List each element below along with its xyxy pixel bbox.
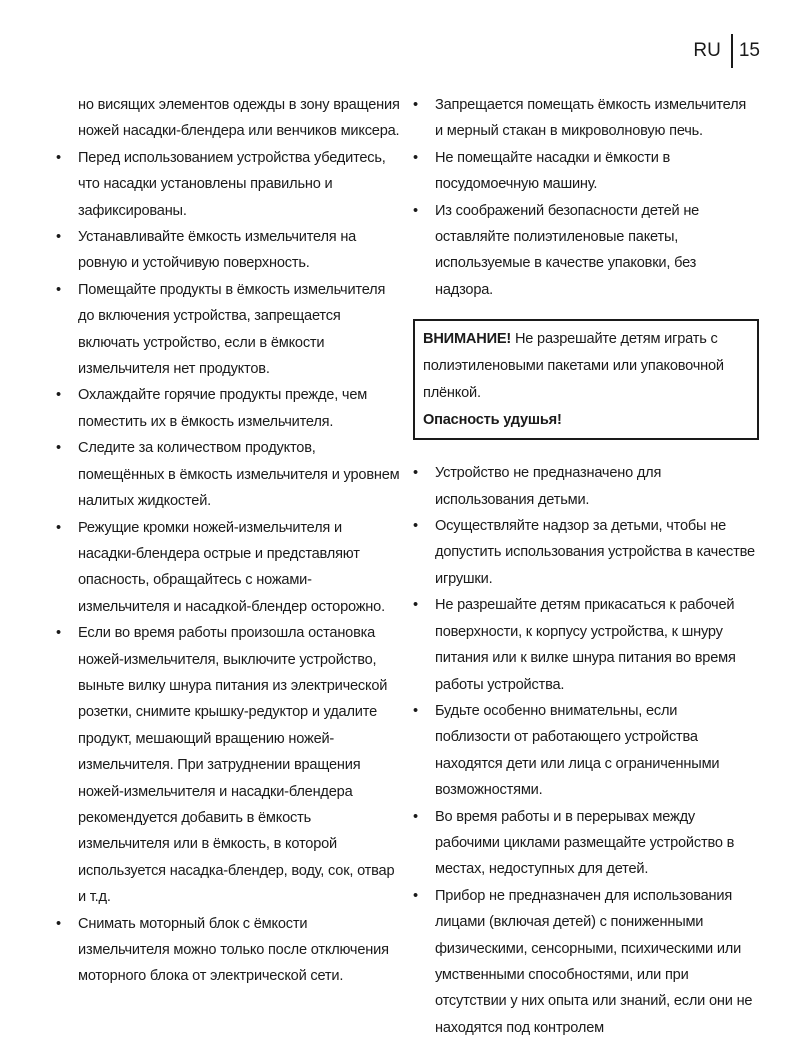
- warning-box: [413, 319, 759, 440]
- list-item-text: Осуществляйте надзор за детьми, чтобы не допустить использования устройства в качестве игрушки.: [435, 518, 755, 587]
- list-item: [66, 92, 400, 145]
- list-item: [56, 277, 400, 383]
- list-item-text: Помещайте продукты в ёмкость измельчителя до включения устройства, запрещается включать устройство, если в ёмкости измельчителя нет продуктов.: [78, 281, 386, 378]
- list-item: [56, 382, 400, 435]
- bullet-icon: •: [56, 915, 61, 932]
- list-item-text: Если во время работы произошла остановка ножей-измельчителя, выключите устройство, выньте вилку шнура питания из электрической розетки, снимите крышку-редуктор и удалите продукт, мешающий вращению ножей-измельчителя. При затруднении вращения ножей-измельчителя и насадки-блендера рекомендуется добавить в ёмкость измельчителя или в ёмкость, в которой используется насадка-блендер, воду, сок, отвар и т.д.: [78, 625, 395, 906]
- list-item-text: Из соображений безопасности детей не оставляйте полиэтиленовые пакеты, используемые в качестве упаковки, без надзора.: [435, 202, 700, 298]
- list-item-text: Охлаждайте горячие продукты прежде, чем поместить их в ёмкость измельчителя.: [78, 387, 368, 430]
- list-item: [413, 198, 755, 304]
- warning-emphasis: Опасность удушья!: [423, 412, 562, 429]
- bullet-icon: •: [56, 281, 61, 298]
- warning-text: Не разрешайте детям играть с полиэтиленовыми пакетами или упаковочной плёнкой.: [423, 331, 724, 402]
- list-item: [413, 513, 755, 592]
- bullet-icon: •: [413, 887, 418, 904]
- list-item-text: Будьте особенно внимательны, если поблизости от работающего устройства находятся дети или лица с ограниченными возможностями.: [435, 702, 720, 799]
- list-item: [413, 92, 755, 145]
- list-item: [56, 911, 400, 990]
- list-item: [413, 460, 755, 513]
- warning-label: ВНИМАНИЕ!: [423, 331, 512, 348]
- bullet-icon: •: [413, 702, 418, 719]
- list-item-text: но висящих элементов одежды в зону вращения ножей насадки-блендера или венчиков миксера.: [78, 97, 400, 140]
- bullet-icon: •: [56, 519, 61, 536]
- list-item: [56, 620, 400, 910]
- language-code: RU: [693, 40, 721, 61]
- left-column: [56, 92, 400, 990]
- bullet-icon: •: [56, 625, 61, 642]
- list-item-text: Не разрешайте детям прикасаться к рабочей поверхности, к корпусу устройства, к шнуру питания или к вилке шнура питания во время работы устройства.: [435, 597, 736, 693]
- bullet-icon: •: [413, 97, 418, 113]
- bullet-icon: •: [56, 149, 61, 166]
- list-item-text: Прибор не предназначен для использования лицами (включая детей) с пониженными физическими, сенсорными, психическими или умственными способностями, или при отсутствии у них опыта или знаний, если они не находятся под контролем: [435, 887, 753, 1036]
- list-item-text: Следите за количеством продуктов, помещённых в ёмкость измельчителя и уровнем налитых жидкостей.: [78, 440, 400, 510]
- list-item: [413, 592, 755, 698]
- list-item-text: Во время работы и в перерывах между рабочими циклами размещайте устройство в местах, недоступных для детей.: [435, 808, 735, 878]
- list-item-text: Устанавливайте ёмкость измельчителя на ровную и устойчивую поверхность.: [78, 229, 357, 272]
- bullet-icon: •: [413, 597, 418, 614]
- bullet-icon: •: [56, 440, 61, 457]
- page-header: [693, 34, 760, 68]
- list-item-text: Не помещайте насадки и ёмкости в посудомоечную машину.: [435, 149, 671, 193]
- list-item-text: Запрещается помещать ёмкость измельчителя и мерный стакан в микроволновую печь.: [435, 97, 747, 140]
- page-number: 15: [738, 40, 760, 61]
- bullet-icon: •: [56, 387, 61, 404]
- list-item: [413, 804, 755, 883]
- list-item: [413, 698, 755, 804]
- list-item: [56, 145, 400, 224]
- list-item: [56, 435, 400, 514]
- list-item: [56, 224, 400, 277]
- bullet-icon: •: [413, 149, 418, 166]
- bullet-icon: •: [413, 465, 418, 482]
- list-item-text: Устройство не предназначено для использования детьми.: [435, 465, 662, 508]
- list-item-text: Перед использованием устройства убедитесь, что насадки установлены правильно и зафиксированы.: [78, 149, 386, 219]
- list-item-text: Режущие кромки ножей-измельчителя и насадки-блендера острые и представляют опасность, обращайтесь с ножами-измельчителя и насадкой-блендер осторожно.: [78, 519, 385, 615]
- right-column: [413, 92, 755, 1041]
- bullet-icon: •: [413, 202, 418, 219]
- list-item: [413, 145, 755, 198]
- list-item-text: Снимать моторный блок с ёмкости измельчителя можно только после отключения моторного блока от электрической сети.: [78, 915, 389, 985]
- list-item: [413, 883, 755, 1041]
- bullet-icon: •: [56, 229, 61, 246]
- list-item: [56, 515, 400, 621]
- bullet-icon: •: [413, 518, 418, 535]
- bullet-icon: •: [413, 808, 418, 825]
